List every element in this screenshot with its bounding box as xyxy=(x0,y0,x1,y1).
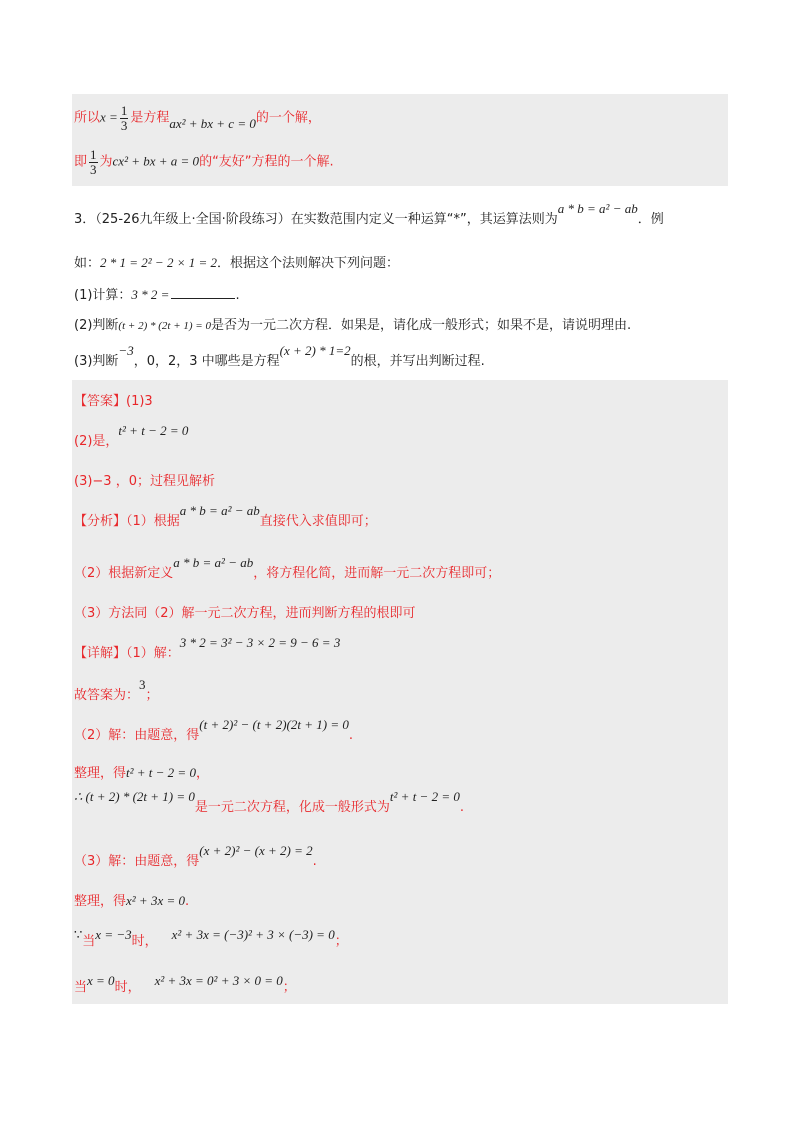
detail-line-3c xyxy=(74,924,348,949)
detail-line-2b xyxy=(74,762,209,781)
detail-2c-mid: 是一元二次方程，化成一般形式为 xyxy=(194,800,390,815)
part3-suffix: 的根，并写出判断过程. xyxy=(350,354,485,369)
because-symbol: ∵ xyxy=(74,928,83,943)
analysis-1-eq: a * b = a² − ab xyxy=(179,503,260,518)
detail-line-2c xyxy=(74,789,464,815)
detail-1b-end: ； xyxy=(145,688,159,703)
block1-line1 xyxy=(74,104,321,132)
detail-3c-end: ； xyxy=(334,934,348,949)
question-example-suffix: ．根据这个法则解决下列问题： xyxy=(217,256,400,271)
detail-1-eq: 3 * 2 = 3² − 3 × 2 = 9 − 6 = 3 xyxy=(179,635,341,650)
answer-line-1 xyxy=(74,390,153,409)
analysis-2-eq: a * b = a² − ab xyxy=(173,555,254,570)
detail-3-eq: (x + 2)² − (x + 2) = 2 xyxy=(199,843,313,858)
question-example-prefix: 如： xyxy=(74,256,101,271)
part2-prefix: (2)判断 xyxy=(74,318,119,333)
detail-3b-end: . xyxy=(185,894,190,909)
block1-line2-suffix: 的“友好”方程的一个解. xyxy=(199,154,334,170)
detail-1b-prefix: 故答案为： xyxy=(74,688,140,703)
analysis-line-3 xyxy=(74,602,416,621)
block1-line2-mid: 为 xyxy=(99,154,113,170)
detail-line-3 xyxy=(74,843,317,869)
block1-fraction-2: $\frac{1}{3}$ xyxy=(90,147,97,177)
detail-3d-cond: x = 0 xyxy=(87,973,115,988)
detail-line-1 xyxy=(74,635,341,661)
detail-3d-end: ； xyxy=(282,980,296,995)
answer-tag: 【答案】 xyxy=(74,394,127,409)
detail-3d-when: 当 xyxy=(74,980,88,995)
detail-line-3b xyxy=(74,890,189,909)
analysis-line-1 xyxy=(74,503,377,529)
question-intro-end: ．例 xyxy=(637,212,664,227)
question-intro-text: 3．（25-26九年级上·全国·阶段练习）在实数范围内定义一种运算“*”，其运算法则为 xyxy=(74,212,558,227)
block1-fraction-1: $\frac{1}{3}$ xyxy=(120,103,128,133)
part1-end: . xyxy=(235,288,240,303)
part1-eq: 3 * 2 = xyxy=(131,287,170,302)
part2-suffix: 是否为一元二次方程．如果是，请化成一般形式；如果不是，请说明理由. xyxy=(210,318,632,333)
detail-tag: 【详解】 xyxy=(74,646,127,661)
detail-2c-eq2: t² + t − 2 = 0 xyxy=(389,789,460,804)
analysis-line-2 xyxy=(74,555,501,581)
detail-3d-time: 时， xyxy=(114,980,141,995)
detail-2c-end: . xyxy=(459,800,464,815)
detail-3d-eq: x² + 3x = 0² + 3 × 0 = 0 xyxy=(154,973,283,988)
answer-line-3 xyxy=(74,470,215,489)
question-part-1 xyxy=(74,284,240,303)
detail-line-3d xyxy=(74,970,296,995)
analysis-2-suffix: ，将方程化简，进而解一元二次方程即可； xyxy=(253,566,501,581)
detail-2b-eq: t² + t − 2 = 0 xyxy=(126,765,196,780)
analysis-1-prefix: （1）根据 xyxy=(126,514,180,529)
detail-2b-end: ， xyxy=(195,766,209,781)
answer-blank[interactable] xyxy=(171,286,235,299)
question-intro xyxy=(74,201,664,227)
block1-line1-prefix: 所以 xyxy=(74,110,101,126)
detail-1-prefix: （1）解： xyxy=(126,646,180,661)
block1-equation-2: cx² + bx + a = 0 xyxy=(112,153,200,169)
answer-1: (1)3 xyxy=(126,394,153,409)
analysis-2-prefix: （2）根据新定义 xyxy=(74,566,174,581)
block1-equation-1: ax² + bx + c = 0 xyxy=(169,115,256,131)
block1-line2 xyxy=(74,148,334,176)
part3-eq: (x + 2) * 1=2 xyxy=(279,343,351,358)
analysis-tag: 【分析】 xyxy=(74,514,127,529)
analysis-3: （3）方法同（2）解一元二次方程，进而判断方程的根即可 xyxy=(74,606,416,621)
part2-eq: (t + 2) * (2t + 1) = 0 xyxy=(118,320,211,332)
question-part-2 xyxy=(74,314,631,333)
question-example xyxy=(74,252,399,271)
detail-3c-time: 时， xyxy=(131,934,158,949)
part1-prefix: (1)计算： xyxy=(74,288,132,303)
detail-3c-eq: x² + 3x = (−3)² + 3 × (−3) = 0 xyxy=(171,927,335,942)
answer-3: (3)−3 ，0；过程见解析 xyxy=(74,474,215,489)
detail-3-end: . xyxy=(312,854,317,869)
detail-3-prefix: （3）解：由题意，得 xyxy=(74,854,200,869)
part3-prefix: (3)判断 xyxy=(74,354,119,369)
detail-line-1b xyxy=(74,677,159,703)
block1-line1-mid: 是方程 xyxy=(130,110,170,126)
question-example-eq: 2 * 1 = 2² − 2 × 1 = 2 xyxy=(100,255,218,270)
block1-line2-prefix: 即 xyxy=(74,154,88,170)
detail-2c-eq: ∴ (t + 2) * (2t + 1) = 0 xyxy=(74,789,195,804)
detail-3b-prefix: 整理，得 xyxy=(74,894,127,909)
block1-x-eq: x = xyxy=(100,109,118,125)
answer-2-prefix: (2)是， xyxy=(74,434,119,449)
block1-line1-suffix: 的一个解， xyxy=(255,110,321,126)
question-rule: a * b = a² − ab xyxy=(557,201,638,216)
detail-1b-val: 3 xyxy=(139,677,146,692)
detail-3c-cond: x = −3 xyxy=(95,927,132,942)
detail-line-2 xyxy=(74,717,353,743)
part3-mid: ，0，2，3 中哪些是方程 xyxy=(133,354,280,369)
detail-3c-when: 当 xyxy=(82,934,96,949)
detail-2b-prefix: 整理，得 xyxy=(74,766,127,781)
part3-values: −3 xyxy=(118,343,134,358)
detail-3b-eq: x² + 3x = 0 xyxy=(126,893,185,908)
analysis-1-suffix: 直接代入求值即可； xyxy=(259,514,377,529)
detail-2-end: . xyxy=(348,728,353,743)
detail-2-eq: (t + 2)² − (t + 2)(2t + 1) = 0 xyxy=(199,717,349,732)
detail-2-prefix: （2）解：由题意，得 xyxy=(74,728,200,743)
question-part-3 xyxy=(74,343,485,369)
answer-line-2 xyxy=(74,423,189,449)
answer-2-eq: t² + t − 2 = 0 xyxy=(118,423,189,438)
